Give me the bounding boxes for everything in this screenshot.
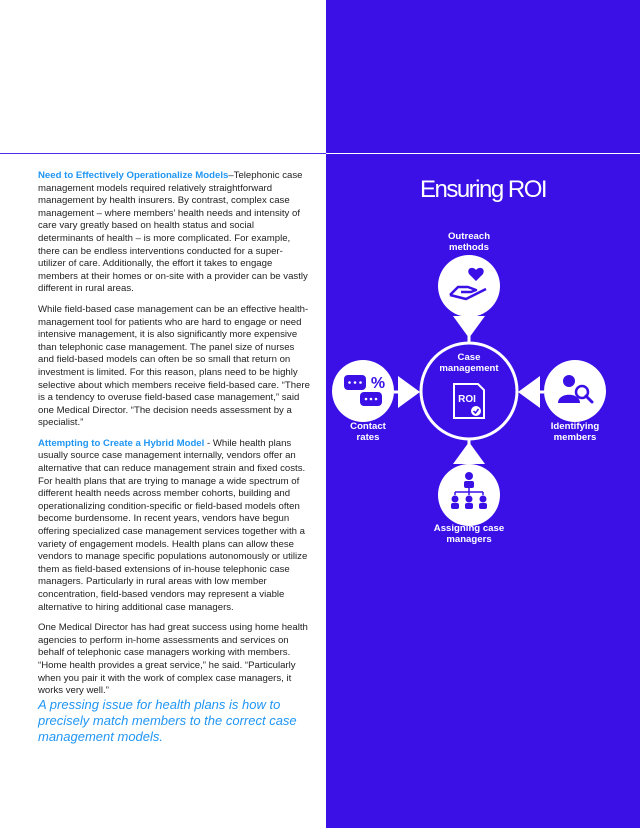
pull-quote: A pressing issue for health plans is how to precisely match members to the correct case management models. bbox=[38, 697, 297, 744]
paragraph-3-text: - While health plans usually source case management internally, vendors offer an alternative that can reduce management strain and fixed costs. For health plans that are trying to manage a wide spectrum of different health needs across member cohorts, building and operationalizing condition-specific or field-based models often become burdensome. In recent years, vendors have begun offering specialized case management services together with a variety of engagement models. Health plans can allow these vendors to manage specific populations autonomously or utilize them as field-based extensions of in-house telephonic case managers. Particularly in rural areas with low member concentration, field-based vendors may represent a viable alternative to hiring additional case managers. bbox=[38, 437, 308, 613]
identifying-label: Identifying members bbox=[550, 421, 600, 443]
roi-badge: ROI bbox=[458, 394, 476, 405]
svg-text:%: % bbox=[370, 375, 386, 392]
outreach-node bbox=[438, 255, 500, 317]
roi-panel bbox=[326, 0, 640, 828]
paragraph-2: While field-based case management can be an effective health-management tool for patients who are hard to engage or need intensive management, it is also significantly more expensive than telephonic case management. The panel size of nurses and field-based models can often be so small that return on investment is limited. For this reason, plans need to be highly selective about which members receive field-based care. “There is a tendency to overuse field-based case management,” said one Medical Director. “The decision needs assessment by a specialist.” bbox=[38, 303, 310, 429]
paragraph-3-lead: Attempting to Create a Hybrid Model bbox=[38, 437, 205, 449]
paragraph-1-text: –Telephonic case management models required relatively straightforward management by health insurers. By contrast, complex case management – where members’ health needs and intensity of care vary greatly based on health status and social determinants of health – is more complicated. For example, there can be endless interventions conducted for a super-utilizer of care. Additionally, the effort it takes to engage members at their homes or on-site with a provider can be vastly different in rural areas. bbox=[38, 170, 308, 295]
outreach-label: Outreach methods bbox=[447, 231, 491, 253]
roi-diagram bbox=[326, 0, 640, 828]
panel-title: Ensuring ROI bbox=[419, 176, 547, 203]
paragraph-1 bbox=[38, 170, 310, 296]
paragraph-4: One Medical Director has had great success using home health agencies to perform in-home assessments and services on behalf of telephonic case managers working with members. “Home health provides a great service,” he said. “Particularly when you pair it with the work of complex case managers, it works very well.” bbox=[38, 622, 308, 697]
center-label: Case management bbox=[439, 352, 499, 374]
contact-label: Contact rates bbox=[350, 421, 386, 443]
paragraph-3 bbox=[38, 438, 310, 614]
paragraph-1-lead: Need to Effectively Operationalize Models bbox=[38, 170, 229, 181]
assigning-label: Assigning case managers bbox=[433, 523, 505, 545]
article-body bbox=[38, 170, 310, 706]
